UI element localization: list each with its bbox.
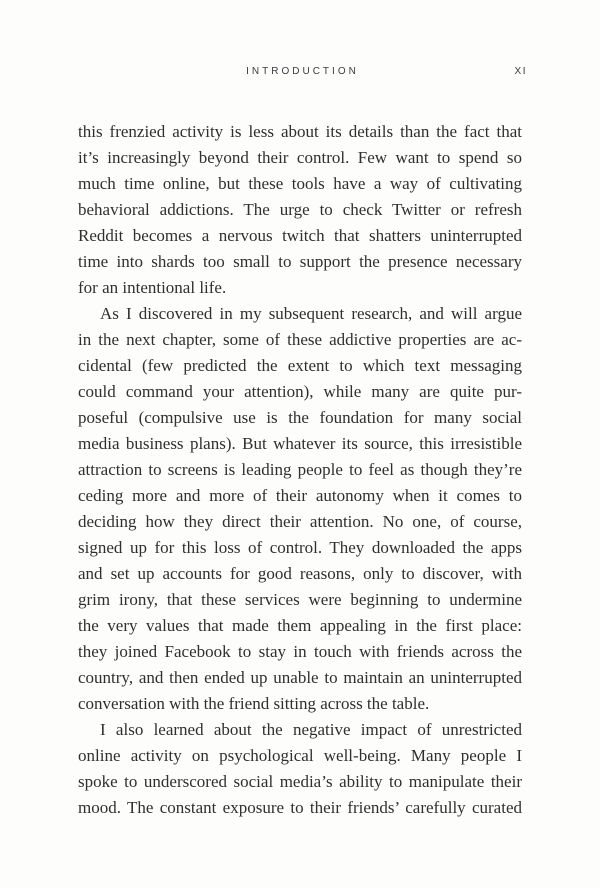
text-line: spoke to underscored social media’s ability to manipulate their: [78, 772, 522, 791]
text-line: signed up for this loss of control. They downloaded the apps: [78, 538, 522, 557]
text-line: could command your attention), while many are quite pur-: [78, 382, 522, 401]
text-line: deciding how they direct their attention. No one, of course,: [78, 512, 522, 531]
text-line: they joined Facebook to stay in touch with friends across the: [78, 642, 522, 661]
text-line: mood. The constant exposure to their friends’ carefully curated: [78, 798, 522, 817]
text-line: time into shards too small to support the presence necessary: [78, 252, 522, 271]
text-line: country, and then ended up unable to maintain an uninterrupted: [78, 668, 522, 687]
text-line: and set up accounts for good reasons, only to discover, with: [78, 564, 522, 583]
text-line: behavioral addictions. The urge to check Twitter or refresh: [78, 200, 522, 219]
text-line: much time online, but these tools have a way of cultivating: [78, 174, 522, 193]
chapter-title: INTRODUCTION: [246, 66, 359, 77]
text-line: poseful (compulsive use is the foundation for many social: [78, 408, 522, 427]
text-line: Reddit becomes a nervous twitch that shatters uninterrupted: [78, 226, 522, 245]
text-line: it’s increasingly beyond their control. Few want to spend so: [78, 148, 522, 167]
text-line: cidental (few predicted the extent to which text messaging: [78, 356, 522, 375]
text-line: media business plans). But whatever its source, this irresistible: [78, 434, 522, 453]
text-line: this frenzied activity is less about its details than the fact that: [78, 122, 522, 141]
text-line: in the next chapter, some of these addictive properties are ac-: [78, 330, 522, 349]
text-line: ceding more and more of their autonomy when it comes to: [78, 486, 522, 505]
page-number: XI: [514, 66, 527, 77]
text-line: I also learned about the negative impact of unrestricted: [100, 720, 522, 739]
text-line: As I discovered in my subsequent research, and will argue: [100, 304, 522, 323]
text-line: grim irony, that these services were beginning to undermine: [78, 590, 522, 609]
page-body: [78, 119, 522, 821]
text-line: online activity on psychological well-being. Many people I: [78, 746, 522, 765]
running-head: [78, 66, 527, 80]
text-line: conversation with the friend sitting across the table.: [78, 694, 430, 713]
text-line: the very values that made them appealing in the first place:: [78, 616, 522, 635]
text-line: attraction to screens is leading people to feel as though they’re: [78, 460, 522, 479]
text-line: for an intentional life.: [78, 278, 227, 297]
